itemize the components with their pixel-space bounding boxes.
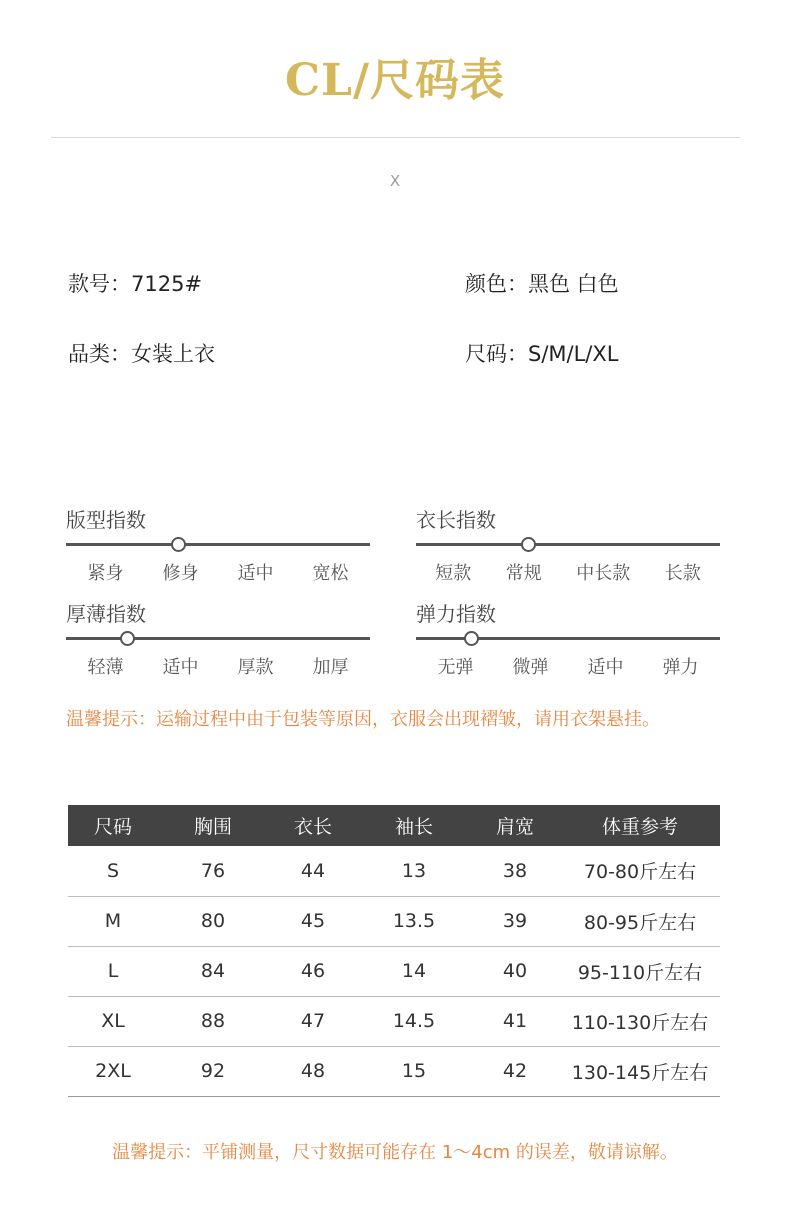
- table-row: [68, 1046, 720, 1096]
- table-cell: 46: [268, 946, 358, 996]
- table-cell: L: [68, 946, 158, 996]
- table-cell: 76: [158, 846, 268, 896]
- scale-knob: [120, 631, 135, 646]
- scale-option: 轻薄: [87, 657, 124, 678]
- elasticity-scale: [416, 599, 720, 679]
- table-row: [68, 996, 720, 1046]
- category-info: 品类：女装上衣: [68, 342, 215, 366]
- table-cell: 45: [268, 896, 358, 946]
- scale-label: 版型指数: [66, 508, 146, 532]
- table-cell: 80-95斤左右: [560, 896, 720, 946]
- table-cell: 14: [358, 946, 470, 996]
- x-mark: X: [389, 172, 401, 190]
- scale-option: 常规: [505, 563, 542, 584]
- thickness-scale: [66, 599, 370, 679]
- table-cell: 110-130斤左右: [560, 996, 720, 1046]
- scale-option: 宽松: [312, 563, 349, 584]
- table-cell: 41: [470, 996, 560, 1046]
- table-cell: S: [68, 846, 158, 896]
- table-cell: 48: [268, 1046, 358, 1096]
- scale-option: 适中: [237, 563, 274, 584]
- table-cell: 14.5: [358, 996, 470, 1046]
- scale-option: 长款: [664, 563, 701, 584]
- table-cell: 13: [358, 846, 470, 896]
- shipping-tip: 温馨提示：运输过程中由于包装等原因，衣服会出现褶皱，请用衣架悬挂。: [66, 709, 660, 730]
- table-cell: 44: [268, 846, 358, 896]
- scale-track: [416, 543, 720, 546]
- scale-option: 短款: [435, 563, 472, 584]
- scale-option: 微弹: [512, 657, 549, 678]
- page-title: CL/尺码表: [284, 55, 506, 106]
- scale-track: [66, 637, 370, 640]
- table-cell: 42: [470, 1046, 560, 1096]
- scale-label: 弹力指数: [416, 602, 496, 626]
- table-cell: 47: [268, 996, 358, 1046]
- size-table: [68, 805, 720, 1097]
- table-cell: 95-110斤左右: [560, 946, 720, 996]
- table-header: 衣长: [268, 805, 358, 846]
- table-cell: 92: [158, 1046, 268, 1096]
- table-cell: XL: [68, 996, 158, 1046]
- table-cell: 80: [158, 896, 268, 946]
- table-cell: 39: [470, 896, 560, 946]
- fit-scale: [66, 505, 370, 585]
- table-cell: 15: [358, 1046, 470, 1096]
- scale-option: 修身: [162, 563, 199, 584]
- table-header: 肩宽: [470, 805, 560, 846]
- divider: [51, 137, 740, 138]
- scale-track: [416, 637, 720, 640]
- table-cell: 38: [470, 846, 560, 896]
- table-header: 胸围: [158, 805, 268, 846]
- scale-label: 衣长指数: [416, 508, 496, 532]
- table-cell: 40: [470, 946, 560, 996]
- scale-option: 加厚: [312, 657, 349, 678]
- table-header: 袖长: [358, 805, 470, 846]
- table-row: [68, 846, 720, 896]
- table-cell: 70-80斤左右: [560, 846, 720, 896]
- style-number: 款号：7125#: [68, 272, 203, 296]
- table-row: [68, 946, 720, 996]
- table-header-row: [68, 805, 720, 846]
- table-cell: 130-145斤左右: [560, 1046, 720, 1096]
- table-cell: 88: [158, 996, 268, 1046]
- table-row: [68, 896, 720, 946]
- scale-option: 适中: [162, 657, 199, 678]
- scale-option: 无弹: [437, 657, 474, 678]
- table-header: 尺码: [68, 805, 158, 846]
- table-header: 体重参考: [560, 805, 720, 846]
- length-scale: [416, 505, 720, 585]
- scale-option: 适中: [587, 657, 624, 678]
- measurement-tip: 温馨提示：平铺测量，尺寸数据可能存在 1～4cm 的误差，敬请谅解。: [112, 1142, 678, 1163]
- scale-knob: [464, 631, 479, 646]
- scale-option: 厚款: [237, 657, 274, 678]
- scale-knob: [171, 537, 186, 552]
- color-info: 颜色：黑色 白色: [465, 272, 619, 296]
- size-info: 尺码：S/M/L/XL: [465, 342, 619, 366]
- scale-option: 中长款: [576, 563, 631, 584]
- table-cell: 84: [158, 946, 268, 996]
- scale-knob: [521, 537, 536, 552]
- table-cell: 2XL: [68, 1046, 158, 1096]
- table-cell: M: [68, 896, 158, 946]
- scale-option: 紧身: [87, 563, 124, 584]
- scale-label: 厚薄指数: [66, 602, 146, 626]
- scale-option: 弹力: [662, 657, 699, 678]
- scale-track: [66, 543, 370, 546]
- table-cell: 13.5: [358, 896, 470, 946]
